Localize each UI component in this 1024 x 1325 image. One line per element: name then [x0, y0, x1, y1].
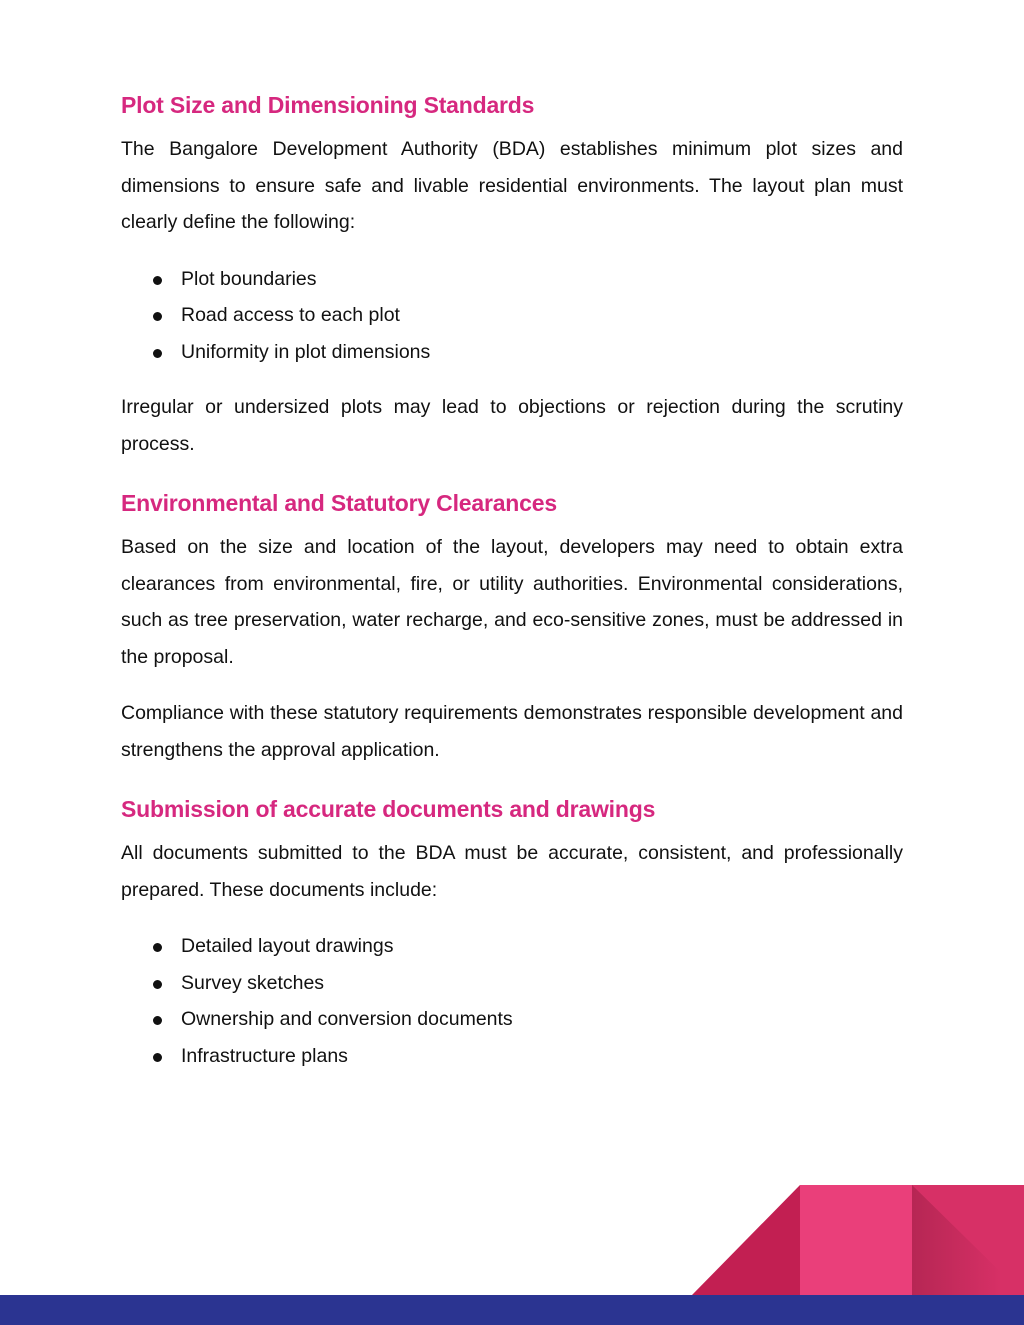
section-heading: Submission of accurate documents and drawings	[121, 796, 656, 822]
footer-bar	[0, 1295, 1024, 1325]
decorative-shaded-block	[912, 1185, 1024, 1295]
bullet-icon	[153, 1016, 162, 1025]
list-item: Uniformity in plot dimensions	[121, 334, 903, 371]
list-item: Plot boundaries	[121, 261, 903, 298]
section-environmental-clearances	[121, 486, 903, 768]
decorative-rectangle	[800, 1185, 912, 1295]
bullet-icon	[153, 1053, 162, 1062]
section-document-submission	[121, 792, 903, 1074]
bullet-list	[121, 261, 903, 371]
list-item: Detailed layout drawings	[121, 928, 903, 965]
bullet-icon	[153, 349, 162, 358]
list-item: Ownership and conversion documents	[121, 1001, 903, 1038]
bullet-icon	[153, 312, 162, 321]
list-item: Survey sketches	[121, 965, 903, 1002]
bullet-icon	[153, 943, 162, 952]
bullet-icon	[153, 980, 162, 989]
paragraph: Compliance with these statutory requirements demonstrates responsible development and strengthens the approval application.	[121, 702, 903, 761]
paragraph: Irregular or undersized plots may lead to objections or rejection during the scrutiny process.	[121, 396, 903, 455]
document-page	[121, 88, 903, 1093]
bullet-icon	[153, 276, 162, 285]
section-heading: Plot Size and Dimensioning Standards	[121, 92, 535, 118]
decorative-shadow	[912, 1185, 1024, 1295]
paragraph: The Bangalore Development Authority (BDA) establishes minimum plot sizes and dimensions to ensure safe and livable residential environments. The layout plan must clearly define the following:	[121, 138, 903, 233]
paragraph: Based on the size and location of the layout, developers may need to obtain extra clearances from environmental, fire, or utility authorities. Environmental considerations, such as tree preservation, water recharge, and eco-sensitive zones, must be addressed in the proposal.	[121, 536, 903, 668]
section-plot-size	[121, 88, 903, 462]
decorative-triangle	[692, 1185, 800, 1295]
bullet-list	[121, 928, 903, 1074]
section-heading: Environmental and Statutory Clearances	[121, 490, 557, 516]
paragraph: All documents submitted to the BDA must be accurate, consistent, and professionally prepared. These documents include:	[121, 842, 903, 901]
list-item: Road access to each plot	[121, 297, 903, 334]
list-item: Infrastructure plans	[121, 1038, 903, 1075]
